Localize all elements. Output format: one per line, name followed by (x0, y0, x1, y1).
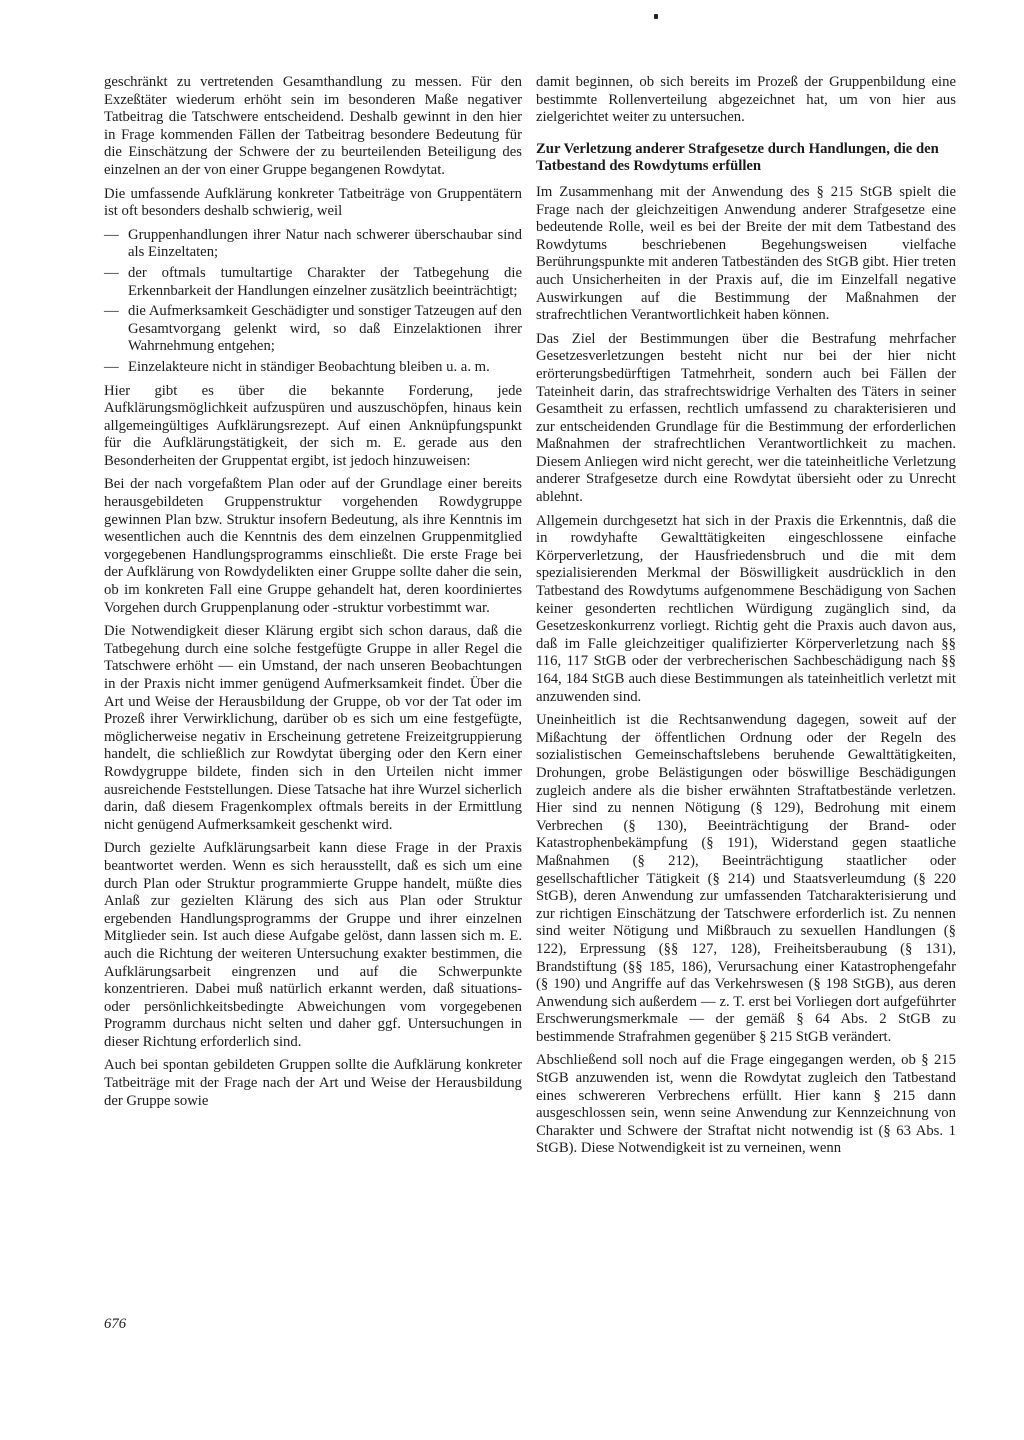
page-top-mark (654, 14, 658, 19)
left-column (104, 74, 522, 1116)
right-column (536, 74, 956, 1164)
list-item: — der oftmals tumultartige Charakter der Tatbegehung die Erkennbarkeit der Handlungen einzelner zusätzlich beeinträchtigt; (104, 265, 522, 300)
right-paragraph-1: damit beginnen, ob sich bereits im Prozeß der Gruppenbildung eine bestimmte Rollenverteilung abgezeichnet hat, um von hier aus zielgerichtet weiter zu untersuchen. (536, 74, 956, 126)
left-paragraph-3: Hier gibt es über die bekannte Forderung, jede Aufklärungsmöglichkeit aufzuspüren und auszuschöpfen, hinaus kein allgemeingültiges Aufklärungsrezept. Auf einen Anknüpfungspunkt für die Aufklärungstätigkeit, der sich m. E. gerade aus den Besonderheiten der Gruppentat ergibt, ist jedoch hinzuweisen: (104, 382, 522, 469)
right-paragraph-6: Abschließend soll noch auf die Frage eingegangen werden, ob § 215 StGB anzuwenden ist, wenn die Rowdytat zugleich den Tatbestand eines schwereren Verbrechens erfüllt. Hier kann § 215 dann ausgeschlossen sein, wenn seine Anwendung zur Kennzeichnung von Charakter und Schwere der Straftat nicht notwendig ist (§ 63 Abs. 1 StGB). Diese Notwendigkeit ist zu verneinen, wenn (536, 1052, 956, 1157)
page-number: 676 (104, 1316, 127, 1332)
left-paragraph-7: Auch bei spontan gebildeten Gruppen sollte die Aufklärung konkreter Tatbeiträge mit der Frage nach der Art und Weise der Herausbildung der Gruppe sowie (104, 1057, 522, 1109)
list-item: — Gruppenhandlungen ihrer Natur nach schwerer überschaubar sind als Einzeltaten; (104, 227, 522, 262)
right-paragraph-5: Uneinheitlich ist die Rechtsanwendung dagegen, soweit auf der Mißachtung der öffentlichen Ordnung oder der Regeln des sozialistischen Gemeinschaftslebens beruhende Gewalttätigkeiten, Drohungen, grobe Belästigungen oder böswillige Beschädigungen zugleich andere als die bisher erwähnten Straftatbestände verletzen. Hier sind zu nennen Nötigung (§ 129), Bedrohung mit einem Verbrechen (§ 130), Beeinträchtigung der Brand- oder Katastrophenbekämpfung (§ 191), Widerstand gegen staatliche Maßnahmen (§ 212), Beeinträchtigung staatlicher oder gesellschaftlicher Tätigkeit (§ 214) und Staatsverleumdung (§ 220 StGB), deren Anwendung zur umfassenden Tatcharakterisierung und zur richtigen Einschätzung der Tatschwere erforderlich ist. Zu nennen sind weiter Nötigung und Mißbrauch zu sexuellen Handlungen (§ 122), Erpressung (§§ 127, 128), Freiheitsberaubung (§ 131), Brandstiftung (§§ 185, 186), Verursachung einer Katastrophengefahr (§ 190) und Angriffe auf das Verkehrswesen (§ 198 StGB), aus deren Anwendung sich außerdem — z. T. erst bei Vorliegen dort aufgeführter Erschwerungsmerkmale — der gemäß § 64 Abs. 2 StGB zu bestimmende Strafrahmen gegenüber § 215 StGB verändert. (536, 712, 956, 1045)
list-item: — Einzelakteure nicht in ständiger Beobachtung bleiben u. a. m. (104, 359, 522, 377)
left-paragraph-5: Die Notwendigkeit dieser Klärung ergibt sich schon daraus, daß die Tatbegehung durch eine solche festgefügte Gruppe in aller Regel die Tatschwere erhöht — ein Umstand, der nach unseren Beobachtungen in der Praxis nicht immer genügend Aufmerksamkeit findet. Über die Art und Weise der Herausbildung der Gruppe, ob vor der Tat oder im Prozeß ihrer Verwirklichung, darüber ob es sich um eine festgefügte, möglicherweise negativ in Erscheinung getretene Freizeitgruppierung handelt, die schließlich zur Rowdytat überging oder den Kern einer Rowdygruppe bildete, finden sich in den Urteilen nicht immer ausreichende Feststellungen. Diese Tatsache hat ihre Wurzel sicherlich darin, daß diesem Fragenkomplex oftmals bereits in der Ermittlung nicht genügend Aufmerksamkeit geschenkt wird. (104, 623, 522, 833)
left-paragraph-4: Bei der nach vorgefaßtem Plan oder auf der Grundlage einer bereits herausgebildeten Gruppenstruktur vorgehenden Rowdygruppe gewinnen Plan bzw. Struktur insofern Bedeutung, als ihre Kenntnis im wesentlichen auch die Kenntnis des dem einzelnen Gruppenmitglied vorgegebenen Handlungsprogramms einschließt. Die erste Frage bei der Aufklärung von Rowdydelikten einer Gruppe sollte daher die sein, ob im konkreten Fall eine Gruppe gehandelt hat, deren koordiniertes Vorgehen durch Gruppenplanung oder -struktur vorbestimmt war. (104, 476, 522, 616)
right-paragraph-3: Das Ziel der Bestimmungen über die Bestrafung mehrfacher Gesetzesverletzungen besteht nicht nur bei der hier nicht erörterungsbedürftigen Tatmehrheit, sondern auch bei Fällen der Tateinheit darin, das strafrechtswidrige Verhalten des Täters in seiner Gesamtheit zu erfassen, rechtlich umfassend zu charakterisieren und zur entscheidenden Grundlage für die Bestimmung der erforderlichen Maßnahmen der strafrechtlichen Verantwortlichkeit zu machen. Diesem Anliegen wird nicht gerecht, wer die tateinheitliche Verletzung anderer Strafgesetze durch eine Rowdytat übersieht oder zu Unrecht ablehnt. (536, 330, 956, 506)
right-paragraph-4: Allgemein durchgesetzt hat sich in der Praxis die Erkenntnis, daß die in rowdyhafte Gewalttätigkeiten eingeschlossene einfache Körperverletzung, der Hausfriedensbruch und die mit dem spezialisierenden Merkmal der Böswilligkeit ausdrücklich in den Tatbestand des Rowdytums aufgenommene Beschädigung von Sachen keiner gesonderten rechtlichen Würdigung zugänglich sind, da Gesetzeskonkurrenz vorliegt. Richtig geht die Praxis auch davon aus, daß im Falle gleichzeitiger qualifizierter Körperverletzung nach §§ 116, 117 StGB oder der verbrecherischen Sachbeschädigung nach §§ 164, 184 StGB auch diese Bestimmungen als tateinheitlich verletzt mit anzuwenden sind. (536, 512, 956, 705)
left-paragraph-2: Die umfassende Aufklärung konkreter Tatbeiträge von Gruppentätern ist oft besonders deshalb schwierig, weil (104, 185, 522, 220)
left-paragraph-6: Durch gezielte Aufklärungsarbeit kann diese Frage in der Praxis beantwortet werden. Wenn es sich herausstellt, daß es sich um eine durch Plan oder Struktur programmierte Gruppe handelt, müßte dies Anlaß zur gezielten Klärung des sich aus Plan oder Struktur ergebenden Handlungsprogramms der Gruppe und ihrer einzelnen Mitglieder sein. Ist auch diese Aufgabe gelöst, dann lassen sich m. E. auch die Richtung der weiteren Untersuchung exakter bestimmen, die Aufklärungsarbeit eingrenzen und auf die Schwerpunkte konzentrieren. Dabei muß natürlich erkannt werden, daß situations- oder persönlichkeitsbedingte Abweichungen vom vorgegebenen Programm durchaus nicht selten und daher ggf. Untersuchungen in dieser Richtung erforderlich sind. (104, 840, 522, 1050)
reasons-list (104, 227, 522, 377)
left-paragraph-1: geschränkt zu vertretenden Gesamthandlung zu messen. Für den Exzeßtäter wiederum erhöht sein im besonderen Maße negativer Tatbeitrag die Tatschwere entscheidend. Deshalb gewinnt in den hier in Frage kommenden Fällen der Tatbeitrag besondere Bedeutung für die Einschätzung der Schwere der zu beurteilenden Beteiligung des einzelnen an der von einer Gruppe begangenen Rowdytat. (104, 74, 522, 178)
right-paragraph-2: Im Zusammenhang mit der Anwendung des § 215 StGB spielt die Frage nach der gleichzeitigen Anwendung anderer Strafgesetze eine bedeutende Rolle, weil es bei der Breite der mit dem Tatbestand des Rowdytums beschriebenen Begehungsweisen vielfache Berührungspunkte mit anderen Tatbeständen des StGB gibt. Hier treten auch Unsicherheiten in der Praxis auf, die im Einzelfall negative Auswirkungen auf die Bestimmung der Maßnahmen der strafrechtlichen Verantwortlichkeit haben können. (536, 183, 956, 324)
list-item: — die Aufmerksamkeit Geschädigter und sonstiger Tatzeugen auf den Gesamtvorgang gelenkt wird, so daß Einzelaktionen ihrer Wahrnehmung entgehen; (104, 303, 522, 356)
section-heading: Zur Verletzung anderer Strafgesetze durch Handlungen, die den Tatbestand des Rowdytums erfüllen (536, 140, 939, 175)
